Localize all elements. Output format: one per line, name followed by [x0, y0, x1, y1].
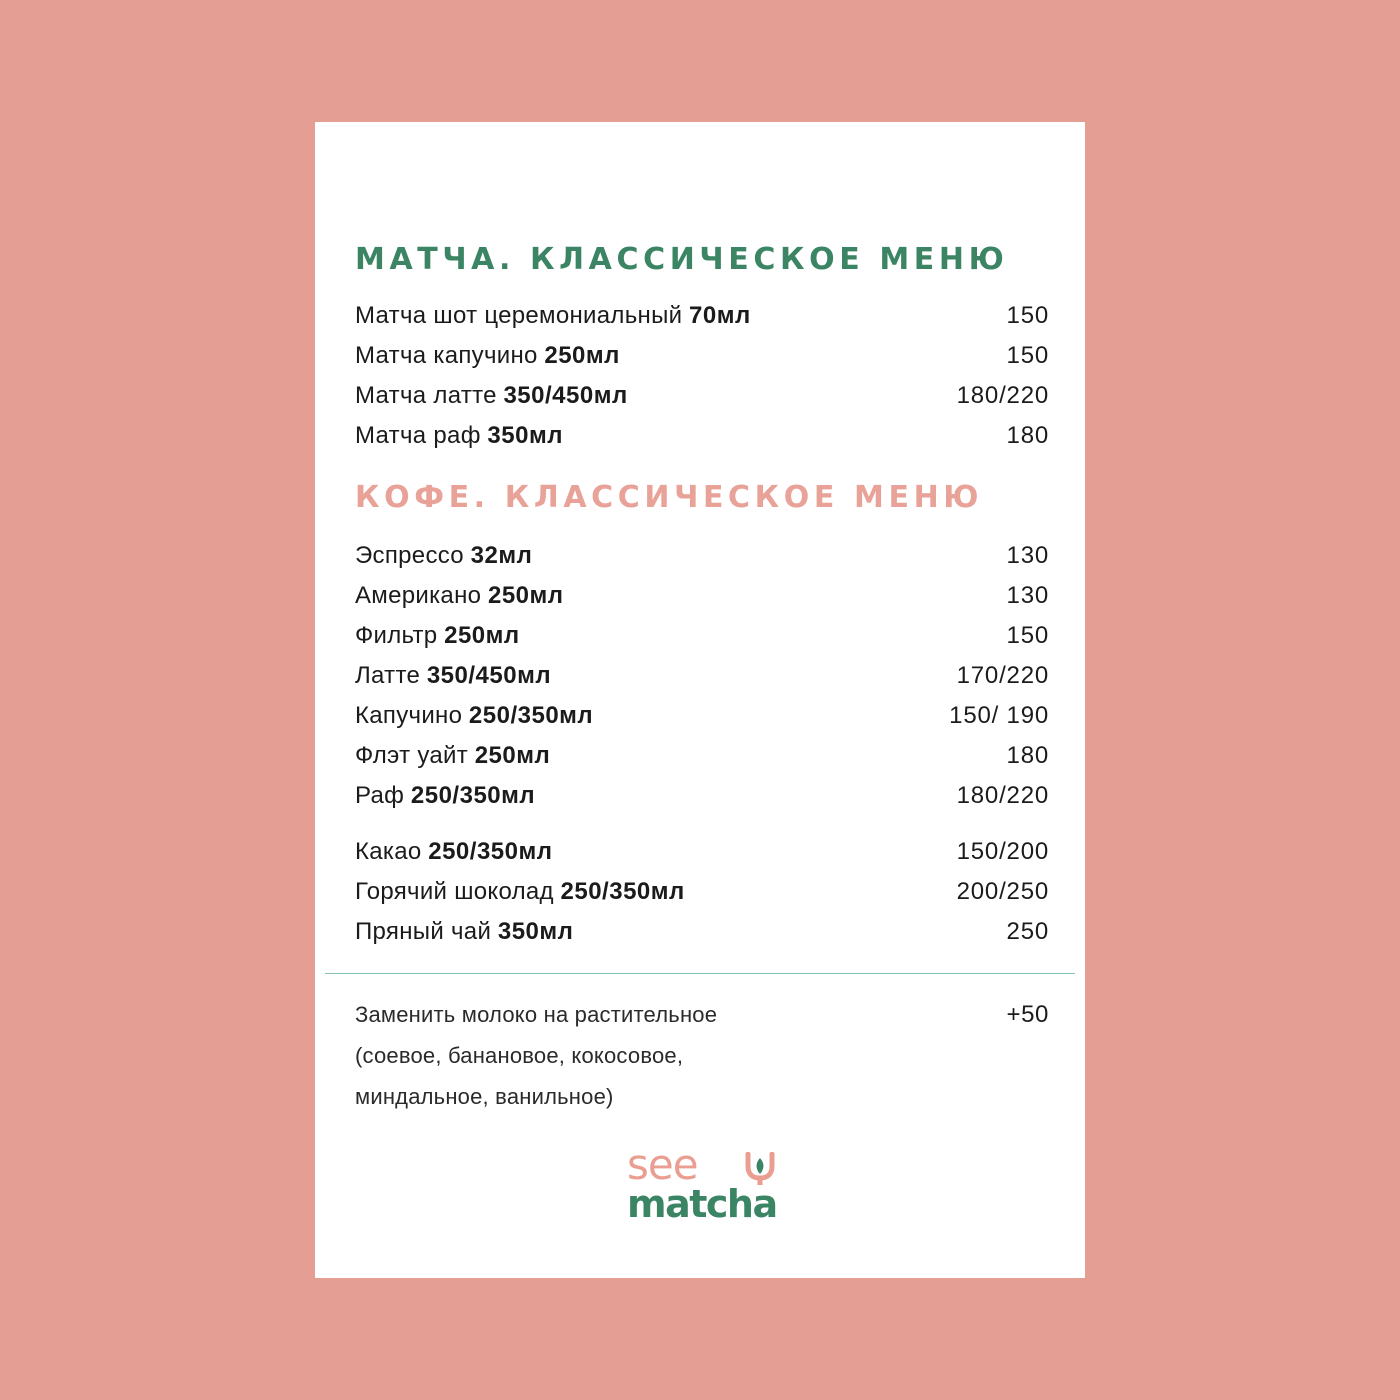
item-volume: 250/350мл	[428, 838, 553, 865]
item-volume: 350/450мл	[503, 382, 628, 409]
item-name: Фильтр	[355, 622, 438, 649]
menu-item	[355, 616, 1049, 656]
plant-milk-addon	[355, 994, 1049, 1117]
see-u-matcha-logo	[627, 1140, 777, 1226]
item-name: Капучино	[355, 702, 463, 729]
menu-item	[355, 776, 1049, 816]
item-name: Эспрессо	[355, 542, 464, 569]
menu-item	[355, 536, 1049, 576]
item-price: 130	[1006, 582, 1049, 609]
divider	[325, 973, 1075, 974]
addon-line: миндальное, ванильное)	[355, 1084, 614, 1109]
item-volume: 350/450мл	[426, 662, 552, 689]
menu-card	[315, 122, 1085, 1278]
item-volume: 32мл	[470, 542, 533, 569]
item-price: 180	[1006, 742, 1049, 769]
matcha-menu-list	[355, 296, 1049, 456]
menu-item	[355, 872, 1049, 912]
item-volume: 250мл	[474, 742, 551, 769]
item-volume: 350мл	[497, 918, 574, 945]
item-price: 170/220	[956, 662, 1049, 689]
item-name: Матча раф	[355, 422, 481, 449]
item-price: 250	[1006, 918, 1049, 945]
item-name: Горячий шоколад	[355, 878, 554, 905]
item-name: Матча латте	[355, 382, 497, 409]
addon-price: +50	[1006, 1001, 1049, 1028]
item-name: Латте	[355, 662, 421, 689]
item-name: Пряный чай	[355, 918, 492, 945]
item-price: 150	[1006, 302, 1049, 329]
item-name: Какао	[355, 838, 422, 865]
menu-item	[355, 832, 1049, 872]
coffee-menu-list	[355, 536, 1049, 816]
item-price: 180	[1006, 422, 1049, 449]
menu-item	[355, 912, 1049, 952]
item-name: Флэт уайт	[355, 742, 469, 769]
item-volume: 250мл	[487, 582, 564, 609]
menu-item	[355, 576, 1049, 616]
menu-item	[355, 416, 1049, 456]
menu-item	[355, 696, 1049, 736]
menu-item	[355, 376, 1049, 416]
menu-item	[355, 336, 1049, 376]
matcha-section-title: МАТЧА. КЛАССИЧЕСКОЕ МЕНЮ	[355, 242, 1009, 277]
item-price: 150/ 190	[949, 702, 1049, 729]
item-volume: 250/350мл	[410, 782, 536, 809]
item-volume: 250/350мл	[560, 878, 685, 905]
menu-item	[355, 736, 1049, 776]
logo-see-text: see	[627, 1140, 698, 1189]
matcha-cup-leaf-icon	[745, 1152, 775, 1186]
addon-line: (соевое, банановое, кокосовое,	[355, 1043, 684, 1068]
addon-line: Заменить молоко на растительное	[355, 1002, 718, 1027]
menu-item	[355, 296, 1049, 336]
item-volume: 250/350мл	[468, 702, 594, 729]
logo-matcha-text: matcha	[627, 1182, 777, 1226]
item-name: Матча шот церемониальный	[355, 302, 683, 329]
item-price: 130	[1006, 542, 1049, 569]
item-volume: 250мл	[444, 622, 520, 649]
item-price: 200/250	[956, 878, 1049, 905]
coffee-section-title: КОФЕ. КЛАССИЧЕСКОЕ МЕНЮ	[355, 480, 984, 515]
item-price: 150	[1006, 342, 1049, 369]
item-price: 150	[1006, 622, 1049, 649]
item-name: Раф	[355, 782, 405, 809]
item-volume: 350мл	[487, 422, 563, 449]
item-name: Американо	[355, 582, 482, 609]
item-name: Матча капучино	[355, 342, 538, 369]
item-price: 180/220	[956, 382, 1049, 409]
menu-item	[355, 656, 1049, 696]
item-volume: 70мл	[689, 302, 751, 329]
other-drinks-list	[355, 832, 1049, 952]
item-volume: 250мл	[544, 342, 620, 369]
item-price: 180/220	[956, 782, 1049, 809]
item-price: 150/200	[956, 838, 1049, 865]
